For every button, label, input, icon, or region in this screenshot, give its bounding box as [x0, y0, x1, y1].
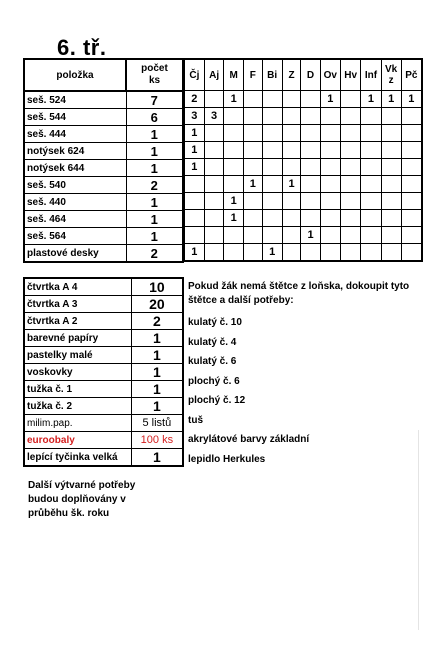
- item-name: seš. 540: [24, 177, 126, 194]
- grid-cell: [282, 193, 301, 210]
- list-item: plochý č. 12: [188, 395, 246, 406]
- table-row: [24, 432, 183, 449]
- supply-name: tužka č. 1: [24, 381, 131, 398]
- subject-header: Pč: [401, 59, 422, 91]
- item-qty: 1: [126, 126, 183, 143]
- supply-qty: 1: [131, 381, 183, 398]
- supply-name: milim.pap.: [24, 415, 131, 432]
- grid-cell: [224, 159, 243, 176]
- subject-header: Hv: [341, 59, 361, 91]
- subject-header: D: [301, 59, 320, 91]
- subject-header: Ov: [320, 59, 340, 91]
- grid-cell: [262, 176, 282, 193]
- grid-cell: [341, 244, 361, 262]
- grid-cell: [282, 142, 301, 159]
- supply-qty: 5 listů: [131, 415, 183, 432]
- grid-cell: [204, 176, 224, 193]
- grid-cell: [381, 176, 401, 193]
- grid-cell: [204, 159, 224, 176]
- table-row: [24, 364, 183, 381]
- supply-qty: 1: [131, 364, 183, 381]
- list-item: kulatý č. 10: [188, 317, 242, 328]
- grid-cell: [341, 176, 361, 193]
- grid-cell: [381, 125, 401, 142]
- supply-qty: 1: [131, 330, 183, 347]
- grid-cell: [243, 244, 262, 262]
- grid-cell: [381, 227, 401, 244]
- grid-cell: [262, 142, 282, 159]
- grid-cell: 1: [224, 210, 243, 227]
- table-row: [24, 126, 183, 143]
- brushes-list: [188, 313, 418, 469]
- grid-cell: [361, 142, 381, 159]
- item-qty: 7: [126, 91, 183, 109]
- supply-name: barevné papíry: [24, 330, 131, 347]
- table-row: [184, 244, 422, 262]
- grid-cell: [320, 159, 340, 176]
- grid-cell: [401, 159, 422, 176]
- supply-name: lepící tyčinka velká: [24, 449, 131, 467]
- grid-cell: [401, 210, 422, 227]
- grid-cell: [224, 244, 243, 262]
- grid-cell: [204, 227, 224, 244]
- grid-cell: [320, 193, 340, 210]
- table-row: [24, 381, 183, 398]
- supply-name: pastelky malé: [24, 347, 131, 364]
- item-name: plastové desky: [24, 245, 126, 263]
- grid-cell: 3: [184, 108, 204, 125]
- grid-cell: [282, 91, 301, 108]
- grid-cell: [282, 125, 301, 142]
- item-qty: 1: [126, 160, 183, 177]
- supply-qty: 2: [131, 313, 183, 330]
- table-row: [24, 278, 183, 296]
- supply-qty: 10: [131, 278, 183, 296]
- grid-cell: [204, 125, 224, 142]
- grid-cell: [184, 193, 204, 210]
- items-table: [23, 58, 184, 263]
- item-qty: 2: [126, 177, 183, 194]
- item-name: seš. 464: [24, 211, 126, 228]
- table-row: [184, 210, 422, 227]
- supply-name: čtvrtka A 2: [24, 313, 131, 330]
- table-row: [24, 347, 183, 364]
- grid-cell: [341, 142, 361, 159]
- item-name: notýsek 644: [24, 160, 126, 177]
- grid-cell: [243, 142, 262, 159]
- grid-cell: [262, 227, 282, 244]
- grid-cell: [243, 227, 262, 244]
- grid-cell: [224, 125, 243, 142]
- item-name: seš. 564: [24, 228, 126, 245]
- supply-name: čtvrtka A 4: [24, 278, 131, 296]
- grid-cell: [204, 142, 224, 159]
- item-name: notýsek 624: [24, 143, 126, 160]
- supply-name: čtvrtka A 3: [24, 296, 131, 313]
- grid-cell: [301, 91, 320, 108]
- supply-qty: 1: [131, 449, 183, 467]
- item-qty: 1: [126, 228, 183, 245]
- list-item: lepidlo Herkules: [188, 453, 266, 465]
- table-row: [24, 211, 183, 228]
- grid-cell: [381, 244, 401, 262]
- table-row: [24, 228, 183, 245]
- table-row: [24, 296, 183, 313]
- header-qty: [126, 59, 183, 91]
- table-row: [24, 143, 183, 160]
- item-name: seš. 544: [24, 109, 126, 126]
- grid-cell: [341, 159, 361, 176]
- grid-cell: [243, 108, 262, 125]
- table-row: [184, 142, 422, 159]
- grid-cell: [301, 193, 320, 210]
- grid-cell: 1: [282, 176, 301, 193]
- grid-cell: [320, 125, 340, 142]
- grid-cell: [184, 227, 204, 244]
- grid-cell: [320, 108, 340, 125]
- grid-cell: [401, 244, 422, 262]
- grid-cell: [381, 142, 401, 159]
- grid-cell: [381, 108, 401, 125]
- supply-qty: 100 ks: [131, 432, 183, 449]
- grid-cell: [381, 193, 401, 210]
- item-qty: 1: [126, 211, 183, 228]
- grid-cell: 1: [184, 142, 204, 159]
- grid-cell: [262, 159, 282, 176]
- grid-cell: [224, 108, 243, 125]
- items-table-header: [24, 59, 183, 91]
- grid-cell: [341, 125, 361, 142]
- footnote: Další výtvarné potřeby budou doplňovány v průběhu šk. roku: [28, 480, 136, 519]
- grid-cell: [361, 227, 381, 244]
- grid-cell: [301, 159, 320, 176]
- subject-header: Čj: [184, 59, 204, 91]
- table-row: [184, 108, 422, 125]
- grid-cell: [243, 159, 262, 176]
- grid-cell: [301, 142, 320, 159]
- grid-cell: [224, 142, 243, 159]
- brushes-note: Pokud žák nemá štětce z loňska, dokoupit tyto štětce a další potřeby:: [188, 281, 410, 306]
- grid-cell: [401, 142, 422, 159]
- item-qty: 1: [126, 194, 183, 211]
- subject-header: M: [224, 59, 243, 91]
- grid-cell: [204, 244, 224, 262]
- grid-cell: [262, 210, 282, 227]
- grid-cell: [262, 125, 282, 142]
- grid-cell: 1: [224, 193, 243, 210]
- grid-cell: [381, 159, 401, 176]
- subject-header: F: [243, 59, 262, 91]
- table-row: [24, 194, 183, 211]
- grid-cell: [282, 108, 301, 125]
- grid-cell: [401, 176, 422, 193]
- table-row: [24, 160, 183, 177]
- header-item: položka: [24, 59, 126, 91]
- grid-cell: [361, 210, 381, 227]
- grid-cell: [262, 193, 282, 210]
- grid-cell: 1: [184, 125, 204, 142]
- scan-edge-line: [418, 430, 419, 630]
- supply-qty: 20: [131, 296, 183, 313]
- grid-cell: 1: [301, 227, 320, 244]
- grid-cell: 2: [184, 91, 204, 108]
- grid-cell: [301, 125, 320, 142]
- grid-cell: [262, 108, 282, 125]
- list-item: kulatý č. 6: [188, 356, 237, 367]
- item-name: seš. 524: [24, 91, 126, 109]
- supply-qty: 1: [131, 398, 183, 415]
- subject-header: Z: [282, 59, 301, 91]
- table-row: [24, 109, 183, 126]
- table-row: [184, 227, 422, 244]
- list-item: akrylátové barvy základní: [188, 434, 310, 445]
- grid-cell: [361, 108, 381, 125]
- list-item: plochý č. 6: [188, 375, 240, 387]
- grid-cell: [361, 176, 381, 193]
- grid-cell: [301, 210, 320, 227]
- grid-cell: 1: [320, 91, 340, 108]
- grid-cell: [341, 193, 361, 210]
- grid-cell: 1: [184, 244, 204, 262]
- grid-cell: [401, 193, 422, 210]
- subject-header: Vk z: [381, 59, 401, 91]
- supply-name: voskovky: [24, 364, 131, 381]
- table-row: [24, 415, 183, 432]
- grid-cell: [243, 125, 262, 142]
- grid-cell: [204, 91, 224, 108]
- item-qty: 1: [126, 143, 183, 160]
- grid-cell: 1: [184, 159, 204, 176]
- table-row: [184, 125, 422, 142]
- list-item: kulatý č. 4: [188, 336, 237, 348]
- grid-cell: [282, 159, 301, 176]
- supply-qty: 1: [131, 347, 183, 364]
- grid-cell: [401, 227, 422, 244]
- table-row: [184, 159, 422, 176]
- grid-cell: [361, 159, 381, 176]
- grid-cell: [282, 210, 301, 227]
- subject-header: Bi: [262, 59, 282, 91]
- table-row: [24, 91, 183, 109]
- grid-cell: 1: [262, 244, 282, 262]
- grid-cell: [224, 176, 243, 193]
- grid-cell: 3: [204, 108, 224, 125]
- grid-cell: [243, 210, 262, 227]
- table-row: [24, 449, 183, 467]
- grid-cell: [320, 142, 340, 159]
- item-qty: 2: [126, 245, 183, 263]
- grid-cell: [224, 227, 243, 244]
- grid-cell: [320, 227, 340, 244]
- grid-cell: 1: [361, 91, 381, 108]
- grid-cell: [184, 210, 204, 227]
- grid-cell: [204, 210, 224, 227]
- grid-cell: [361, 193, 381, 210]
- page-title: 6. tř.: [57, 35, 107, 60]
- grid-cell: [282, 227, 301, 244]
- grid-cell: [320, 244, 340, 262]
- grid-cell: [301, 244, 320, 262]
- subject-header: Inf: [361, 59, 381, 91]
- supply-name: tužka č. 2: [24, 398, 131, 415]
- grid-cell: [341, 108, 361, 125]
- grid-cell: [320, 210, 340, 227]
- list-item: tuš: [188, 414, 203, 426]
- subject-header: Aj: [204, 59, 224, 91]
- table-row: [184, 193, 422, 210]
- item-name: seš. 444: [24, 126, 126, 143]
- grid-cell: [401, 108, 422, 125]
- grid-cell: 1: [224, 91, 243, 108]
- item-name: seš. 440: [24, 194, 126, 211]
- grid-cell: [243, 91, 262, 108]
- grid-cell: [184, 176, 204, 193]
- grid-cell: [301, 176, 320, 193]
- grid-cell: [262, 91, 282, 108]
- table-row: [184, 91, 422, 108]
- grid-cell: 1: [243, 176, 262, 193]
- grid-cell: [381, 210, 401, 227]
- supplies-table: [23, 277, 184, 467]
- table-row: [24, 245, 183, 263]
- grid-cell: [341, 210, 361, 227]
- grid-cell: [282, 244, 301, 262]
- subjects-header-row: [184, 59, 422, 91]
- grid-cell: 1: [401, 91, 422, 108]
- item-qty: 6: [126, 109, 183, 126]
- grid-cell: [401, 125, 422, 142]
- grid-cell: [301, 108, 320, 125]
- supply-name: euroobaly: [24, 432, 131, 449]
- grid-cell: [243, 193, 262, 210]
- table-row: [24, 177, 183, 194]
- grid-cell: [361, 244, 381, 262]
- grid-cell: 1: [381, 91, 401, 108]
- grid-cell: [341, 227, 361, 244]
- table-row: [24, 313, 183, 330]
- subjects-grid: [183, 58, 423, 262]
- header-qty-label: počet ks: [141, 63, 168, 86]
- grid-cell: [361, 125, 381, 142]
- table-row: [24, 330, 183, 347]
- table-row: [24, 398, 183, 415]
- grid-cell: [341, 91, 361, 108]
- grid-cell: [320, 176, 340, 193]
- grid-cell: [204, 193, 224, 210]
- table-row: [184, 176, 422, 193]
